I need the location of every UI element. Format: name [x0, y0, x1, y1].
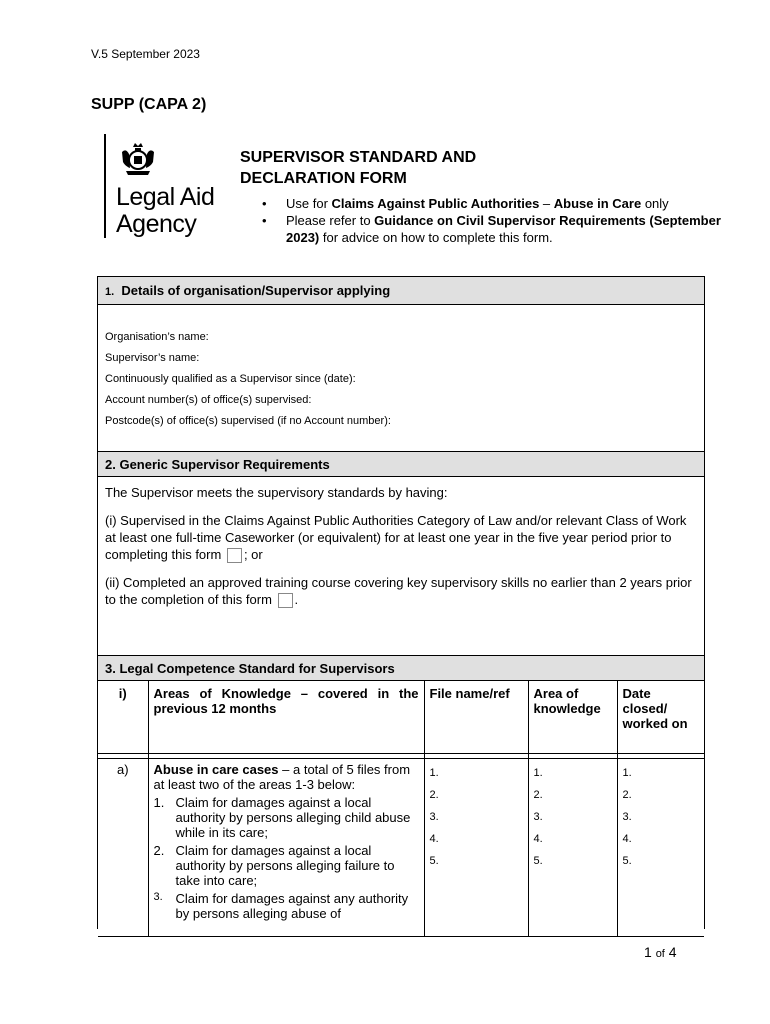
- form-frame: [97, 276, 705, 929]
- section-2-intro: The Supervisor meets the supervisory standards by having:: [105, 485, 448, 500]
- title-line-2: DECLARATION FORM: [240, 170, 407, 187]
- logo-line-2: Agency: [116, 210, 197, 238]
- col-area-header: Area of knowledge: [528, 681, 617, 754]
- requirement-ii: (ii) Completed an approved training course covering key supervisory skills no earlier than 2 years prior to the completion of this form .: [105, 575, 692, 608]
- section-1-number: 1.: [105, 286, 115, 298]
- requirement-ii-checkbox[interactable]: [278, 593, 293, 608]
- col-index-header: i): [98, 681, 148, 754]
- row-a-description: Abuse in care cases – a total of 5 files from at least two of the areas 1-3 below: 1. Claim for damages against a local authority by persons alleging child abuse while in its care; 2. Claim for damages against a local authority by persons alleging failure to take into care; 3. Claim for damages against any authority by persons alleging abuse of: [148, 759, 424, 937]
- row-a-label: a): [98, 759, 148, 937]
- instructions-list: [262, 195, 722, 246]
- date-closed-cell[interactable]: 1. 2. 3. 4. 5.: [617, 759, 704, 937]
- areas-list: [154, 795, 419, 921]
- qualified-since-field[interactable]: Continuously qualified as a Supervisor since (date):: [105, 373, 356, 385]
- instruction-item: • Please refer to Guidance on Civil Supervisor Requirements (September 2023) for advice on how to complete this form.: [262, 212, 722, 246]
- logo-divider: [104, 134, 106, 238]
- section-1-fields: [105, 327, 391, 432]
- organisation-name-field[interactable]: Organisation’s name:: [105, 331, 209, 343]
- requirement-i-checkbox[interactable]: [227, 548, 242, 563]
- section-3-header: 3. Legal Competence Standard for Supervisors: [98, 655, 704, 681]
- postcode-field[interactable]: Postcode(s) of office(s) supervised (if no Account number):: [105, 415, 391, 427]
- file-ref-cell[interactable]: 1. 2. 3. 4. 5.: [424, 759, 528, 937]
- instruction-item: • Use for Claims Against Public Authorities – Abuse in Care only: [262, 195, 722, 212]
- title-line-1: SUPERVISOR STANDARD AND: [240, 149, 477, 166]
- section-1-header: [98, 277, 704, 305]
- section-2-body: [105, 484, 697, 619]
- list-item: 1. Claim for damages against a local authority by persons alleging child abuse while in its care;: [153, 795, 411, 840]
- table-row: [98, 759, 704, 937]
- section-2-header: 2. Generic Supervisor Requirements: [98, 451, 704, 477]
- logo-text: [116, 184, 214, 238]
- form-code: SUPP (CAPA 2): [91, 96, 207, 113]
- page-number: 1 of 4: [644, 944, 677, 960]
- col-areas-header: Areas of Knowledge – covered in the previous 12 months: [148, 681, 424, 754]
- table-header-row: [98, 681, 704, 754]
- competence-table: [98, 681, 704, 937]
- supervisor-name-field[interactable]: Supervisor’s name:: [105, 352, 200, 364]
- version-label: V.5 September 2023: [91, 47, 200, 61]
- logo-line-1: Legal Aid: [116, 183, 215, 211]
- list-item: 2. Claim for damages against a local authority by persons alleging failure to take into care;: [153, 843, 395, 888]
- col-file-header: File name/ref: [424, 681, 528, 754]
- section-1-title: Details of organisation/Supervisor applying: [121, 283, 391, 298]
- requirement-i: (i) Supervised in the Claims Against Public Authorities Category of Law and/or relevant Class of Work at least one full-time Caseworker (or equivalent) for at least one year in the five year period prior to completing this form ; or: [105, 513, 687, 562]
- area-knowledge-cell[interactable]: 1. 2. 3. 4. 5.: [528, 759, 617, 937]
- col-date-header: Date closed/ worked on: [617, 681, 704, 754]
- list-item: 3. Claim for damages against any authority by persons alleging abuse of: [153, 891, 409, 921]
- legal-aid-agency-logo: [104, 134, 228, 242]
- account-number-field[interactable]: Account number(s) of office(s) supervised:: [105, 394, 312, 406]
- form-title: [240, 147, 570, 189]
- royal-crest-icon: [118, 138, 158, 178]
